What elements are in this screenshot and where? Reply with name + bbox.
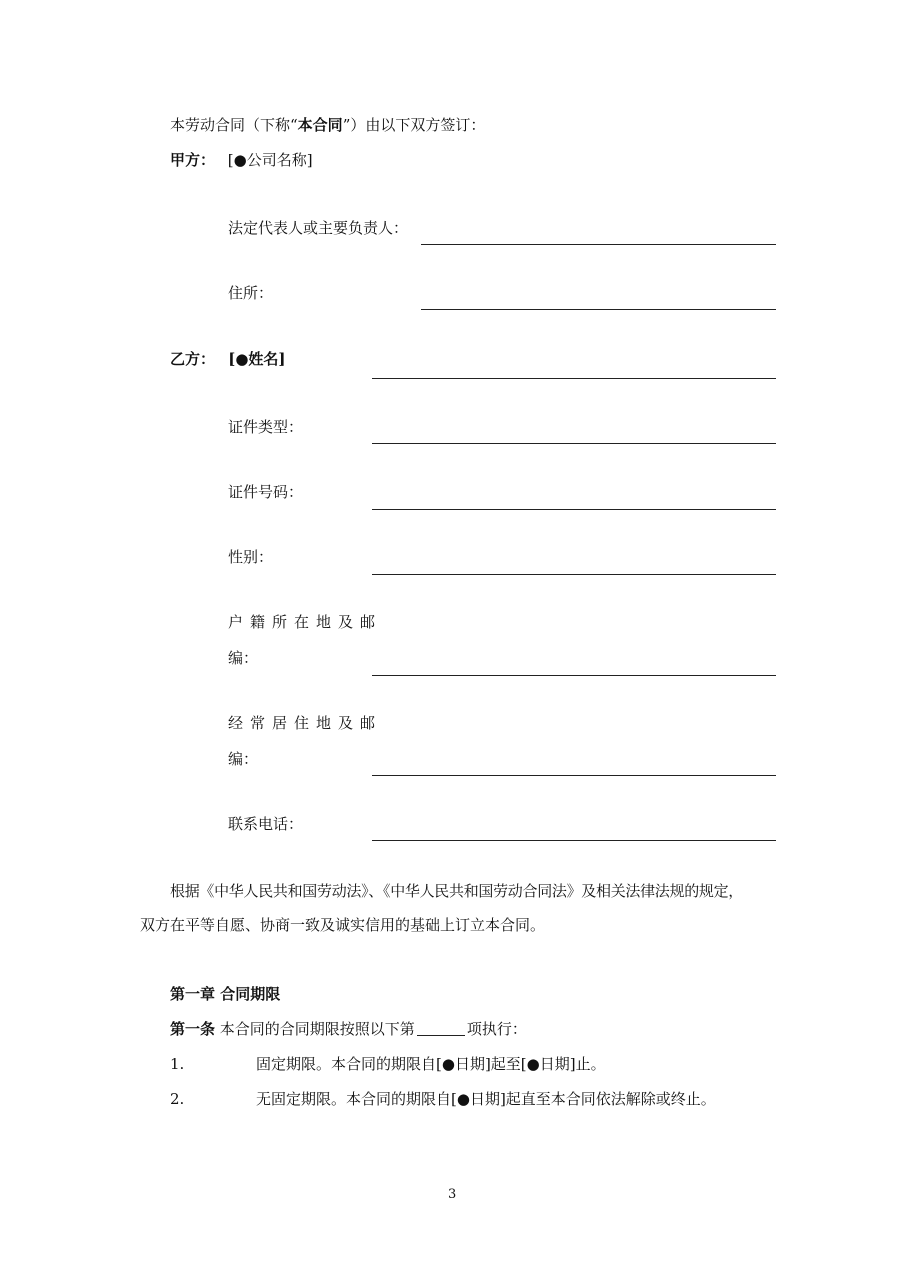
option-2-number: 2. [170,1090,185,1108]
household-address-line[interactable] [372,675,776,676]
residence-address-line[interactable] [372,775,776,776]
party-b-value: [●姓名] [228,350,286,368]
id-number-label: 证件号码： [228,483,304,501]
option-2-text: 无固定期限。本合同的期限自[●日期]起直至本合同依法解除或终止。 [256,1090,716,1108]
party-b-name-line[interactable] [372,378,776,379]
gender-label: 性别： [228,548,274,566]
option-1-text: 固定期限。本合同的期限自[●日期]起至[●日期]止。 [256,1055,606,1073]
party-b-row [170,349,286,369]
page-number: 3 [448,1187,457,1202]
id-number-line[interactable] [372,509,776,510]
party-a-value: [●公司名称] [227,151,313,169]
option-1-number: 1. [170,1055,185,1073]
intro-paragraph: 本劳动合同（下称“本合同”）由以下双方签订： [170,116,486,134]
basis-line-1: 根据《中华人民共和国劳动法》、《中华人民共和国劳动合同法》及相关法律法规的规定， [170,882,744,900]
chapter-1-title: 第一章 合同期限 [170,985,281,1003]
id-type-line[interactable] [372,443,776,444]
phone-label: 联系电话： [228,815,304,833]
gender-line[interactable] [372,574,776,575]
legal-rep-label: 法定代表人或主要负责人： [228,219,409,237]
phone-line[interactable] [372,840,776,841]
article-1-option-blank[interactable] [417,1021,465,1036]
legal-rep-line[interactable] [421,244,776,245]
party-b-label: 乙方： [170,350,216,368]
household-address-label-line2: 编： [228,649,259,667]
party-a-row [170,150,313,170]
article-1: 第一条 本合同的合同期限按照以下第 项执行： [170,1020,527,1038]
defined-term: 本合同 [297,116,343,134]
residence-address-label-line2: 编： [228,750,259,768]
domicile-line[interactable] [421,309,776,310]
id-type-label: 证件类型： [228,418,304,436]
article-1-label: 第一条 [170,1020,216,1038]
domicile-label: 住所： [228,284,274,302]
party-a-label: 甲方： [170,151,216,169]
household-address-label-line1: 户籍所在地及邮 [228,613,383,631]
residence-address-label-line1: 经常居住地及邮 [228,714,383,732]
basis-line-2: 双方在平等自愿、协商一致及诚实信用的基础上订立本合同。 [140,916,546,934]
